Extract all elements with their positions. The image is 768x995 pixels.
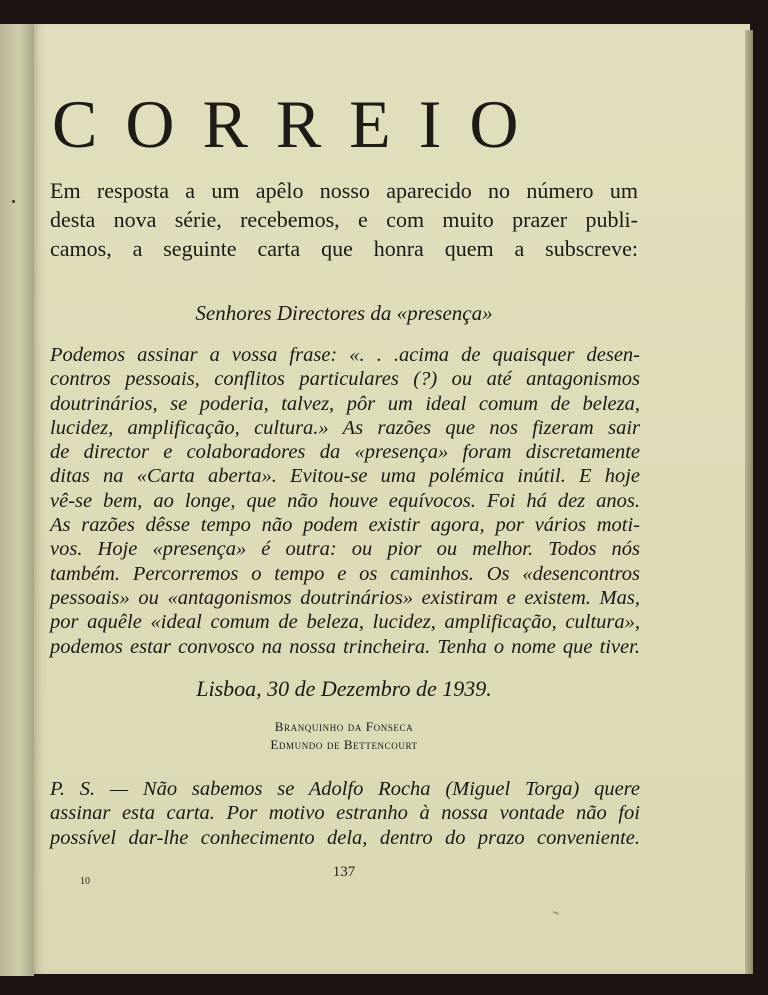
- letter-salutation: Senhores Directores da «presença»: [195, 301, 493, 325]
- letter-line: As razões dêsse tempo não podem existir agora, por vários moti-: [50, 514, 640, 537]
- margin-speck: [12, 200, 15, 203]
- postscript-line: P. S. — Não sabemos se Adolfo Rocha (Miguel Torga) quere: [50, 778, 640, 800]
- letter-line: ditas na «Carta aberta». Evitou-se uma polémica inútil. E hoje: [50, 465, 640, 488]
- letter-line: vê-se bem, ao longe, que não houve equívocos. Foi há dez anos.: [50, 489, 640, 512]
- page-number: 137: [332, 864, 356, 880]
- page-title: CORREIO: [52, 86, 547, 162]
- previous-page-edge: [0, 24, 34, 976]
- intro-line: desta nova série, recebemos, e com muito prazer publi-: [50, 207, 638, 232]
- signatories-block: [50, 718, 638, 754]
- intro-paragraph: [50, 176, 638, 263]
- letter-line: por aquêle «ideal comum de beleza, lucidez, amplificação, cultura»,: [50, 611, 640, 634]
- signatory-name: Branquinho da Fonseca: [274, 719, 414, 734]
- letter-line: pessoais» ou «antagonismos doutrinários» existiram e existem. Mas,: [50, 586, 640, 609]
- letter-line: lucidez, amplificação, cultura.» As razões que nos fizeram sair: [50, 416, 640, 439]
- letter-dateline: Lisboa, 30 de Dezembro de 1939.: [196, 676, 492, 701]
- intro-line: camos, a seguinte carta que honra quem a subscreve:: [50, 236, 638, 261]
- letter-line: doutrinários, se poderia, talvez, pôr um ideal comum de beleza,: [50, 392, 640, 415]
- letter-line: contros pessoais, conflitos particulares (?) ou até antagonismos: [50, 368, 640, 391]
- letter-body: [50, 343, 640, 659]
- postscript-line: assinar esta carta. Por motivo estranho à nossa vontade não foi: [50, 802, 640, 825]
- page-stack-edge: [745, 30, 753, 974]
- letter-line: de director e colaboradores da «presença» foram discretamente: [50, 441, 640, 464]
- signature-mark: 10: [80, 876, 90, 887]
- letter-line: também. Percorremos o tempo e os caminhos. Os «desencontros: [50, 562, 640, 585]
- postscript: [50, 777, 640, 850]
- intro-line: Em resposta a um apêlo nosso aparecido no número um: [50, 178, 638, 203]
- postscript-line: possível dar-lhe conhecimento dela, dentro do prazo conveniente.: [50, 826, 640, 849]
- letter-line: Podemos assinar a vossa frase: «. . .acima de quaisquer desen-: [50, 344, 640, 366]
- letter-line: vos. Hoje «presença» é outra: ou pior ou melhor. Todos nós: [50, 538, 640, 561]
- letter-line: podemos estar convosco na nossa trincheira. Tenha o nome que tiver.: [50, 635, 640, 658]
- signatory-name: Edmundo de Bettencourt: [270, 737, 418, 752]
